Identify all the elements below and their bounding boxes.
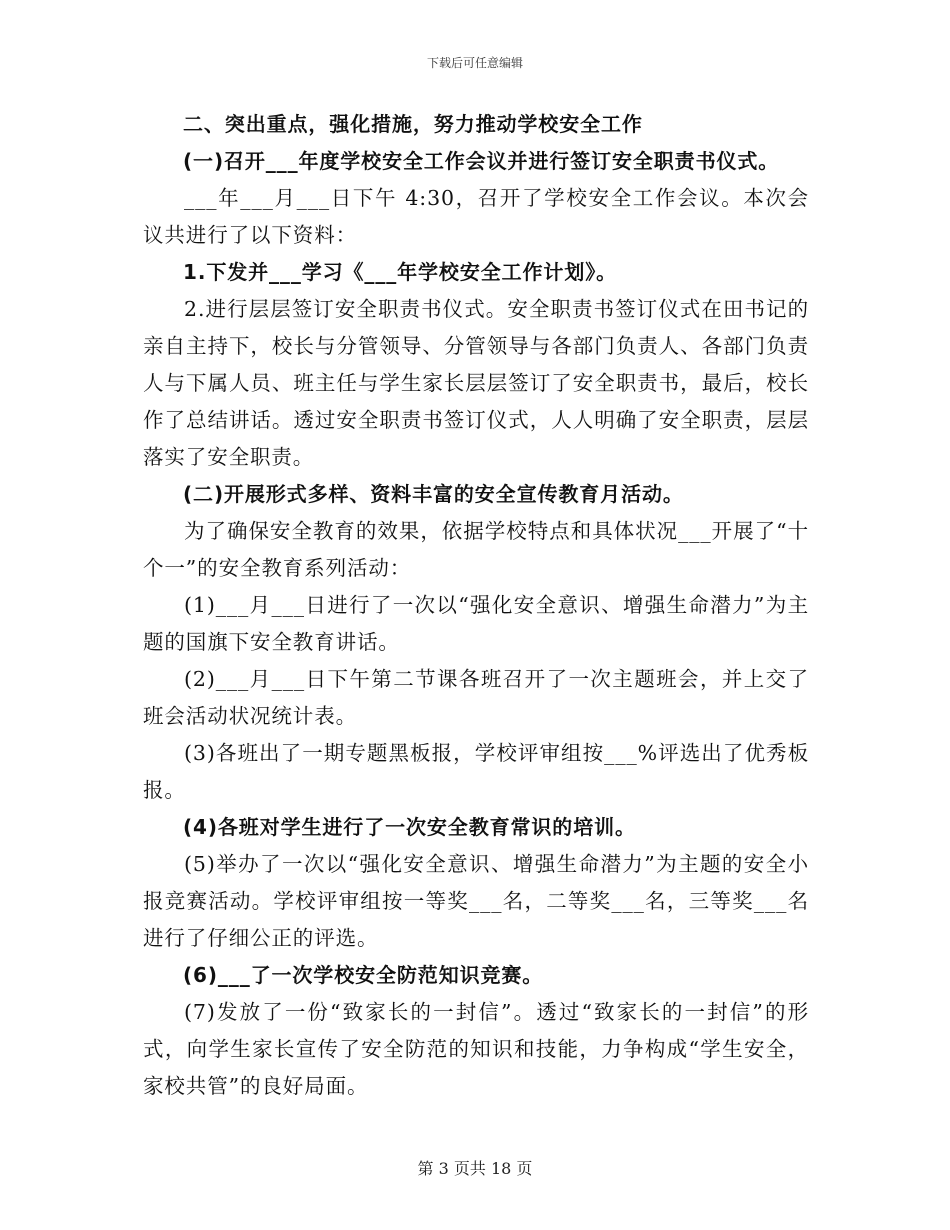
activity-1: (1)___月___日进行了一次以“强化安全意识、增强生命潜力”为主题的国旗下安全教育讲话。 [143, 593, 809, 654]
activity-6: (6)___了一次学校安全防范知识竞赛。 [183, 963, 544, 987]
subsection-heading-2: (二)开展形式多样、资料丰富的安全宣传教育月活动。 [183, 482, 684, 506]
paragraph-meeting: ___年___月___日下午 4:30，召开了学校安全工作会议。本次会议共进行了以下资料： [143, 186, 809, 247]
page-footer: 第 3 页共 18 页 [417, 1159, 533, 1178]
activity-2: (2)___月___日下午第二节课各班召开了一次主题班会，并上交了班会活动状况统计表。 [143, 667, 809, 728]
section-heading: 二、突出重点，强化措施，努力推动学校安全工作 [183, 112, 643, 136]
document-body [143, 106, 809, 1105]
subsection-heading-1: (一)召开___年度学校安全工作会议并进行签订安全职责书仪式。 [183, 149, 780, 173]
activity-7: (7)发放了一份“致家长的一封信”。透过“致家长的一封信”的形式，向学生家长宣传了安全防范的知识和技能，力争构成“学生安全，家校共管”的良好局面。 [143, 1000, 809, 1098]
activity-5: (5)举办了一次以“强化安全意识、增强生命潜力”为主题的安全小报竞赛活动。学校评审组按一等奖___名，二等奖___名，三等奖___名进行了仔细公正的评选。 [143, 852, 809, 950]
page-header: 下载后可任意编辑 [426, 56, 523, 70]
item-2-paragraph: 2.进行层层签订安全职责书仪式。安全职责书签订仪式在田书记的亲自主持下，校长与分管领导、分管领导与各部门负责人、各部门负责人与下属人员、班主任与学生家长层层签订了安全职责书，最后，校长作了总结讲话。透过安全职责书签订仪式，人人明确了安全职责，层层落实了安全职责。 [143, 297, 809, 469]
activity-3: (3)各班出了一期专题黑板报，学校评审组按___%评选出了优秀板报。 [143, 741, 809, 802]
paragraph-activities: 为了确保安全教育的效果，依据学校特点和具体状况___开展了“十个一”的安全教育系列活动： [143, 519, 809, 580]
item-1-heading: 1.下发并___学习《___年学校安全工作计划》。 [183, 260, 618, 284]
activity-4: (4)各班对学生进行了一次安全教育常识的培训。 [183, 815, 636, 839]
